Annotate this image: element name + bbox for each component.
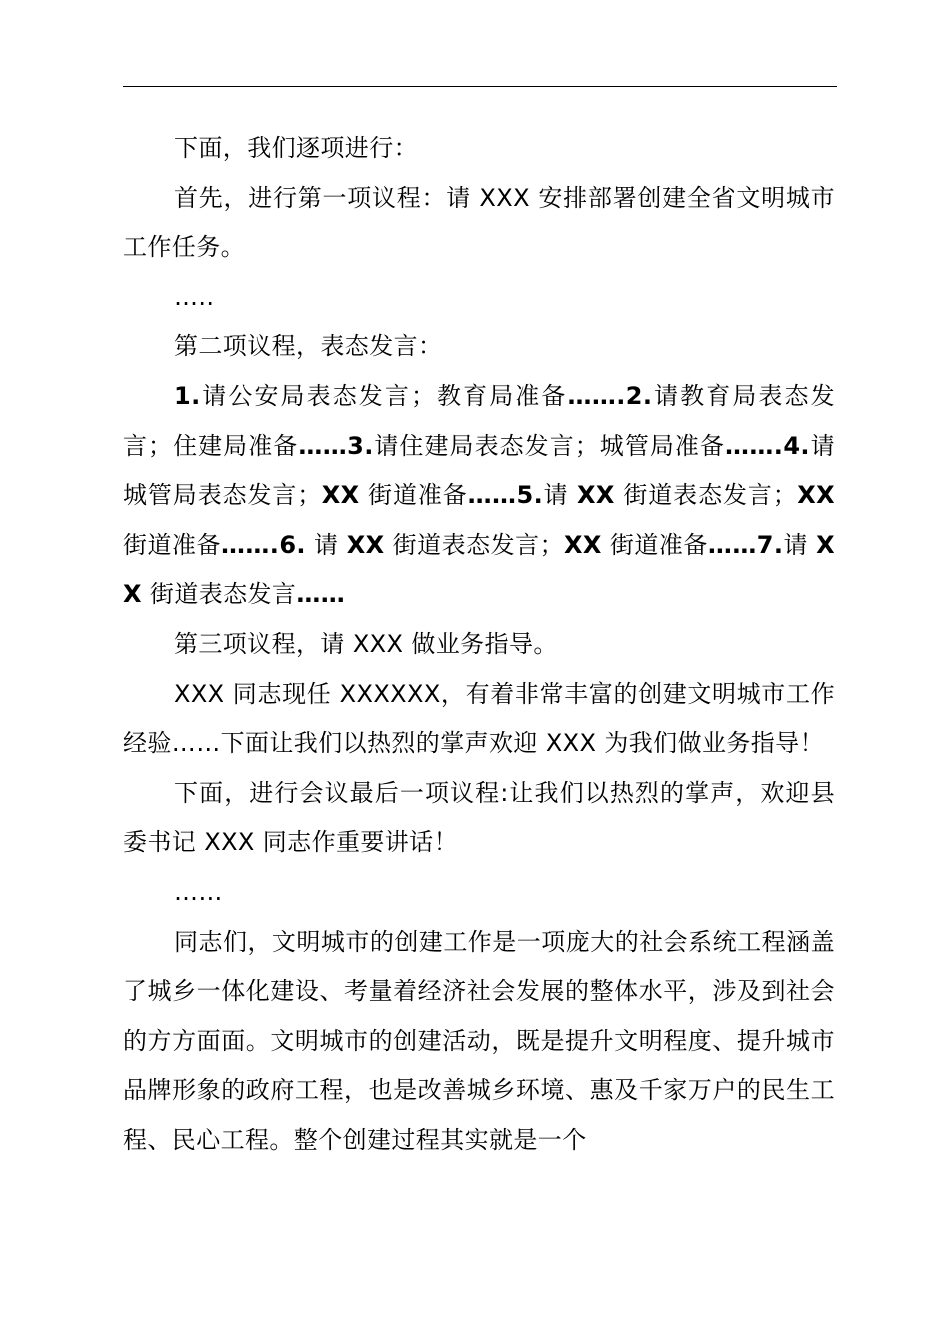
paragraph-guest-intro: XXX 同志现任 XXXXXX，有着非常丰富的创建文明城市工作经验……下面让我们以热烈的掌声欢迎 XXX 为我们做业务指导！ — [123, 679, 835, 758]
list-text: 街道准备 — [123, 530, 221, 559]
list-placeholder: XX — [321, 481, 360, 510]
document-body — [123, 124, 835, 1165]
list-dots: …… — [467, 481, 517, 510]
paragraph-speech: 同志们，文明城市的创建工作是一项庞大的社会系统工程涵盖了城乡一体化建设、考量着经济社会发展的整体水平，涉及到社会的方方面面。文明城市的创建活动，既是提升文明程度、提升城市品牌形象的政府工程，也是改善城乡环境、惠及千家万户的民生工程、民心工程。整个创建过程其实就是一个 — [123, 927, 835, 1154]
list-text: 请住建局表态发言；城管局准备 — [373, 431, 725, 460]
list-placeholder: XX — [577, 481, 615, 510]
list-placeholder: XX — [564, 530, 602, 559]
list-text: 街道表态发言 — [141, 580, 297, 609]
list-number: 1. — [174, 381, 201, 410]
paragraph-agenda-2: 第二项议程，表态发言： — [174, 332, 443, 361]
list-placeholder: XX — [797, 481, 835, 510]
list-text: 请公安局表态发言；教育局准备 — [200, 381, 568, 410]
paragraph-agenda-3: 第三项议程，请 XXX 做业务指导。 — [174, 629, 558, 658]
list-dots: ……. — [220, 530, 280, 559]
list-text: 请 — [543, 481, 578, 510]
list-text: 街道准备 — [359, 481, 468, 510]
list-dots: …… — [707, 530, 757, 559]
paragraph-intro: 下面，我们逐项进行： — [174, 134, 418, 162]
paragraph-final-agenda: 下面，进行会议最后一项议程:让我们以热烈的掌声，欢迎县委书记 XXX 同志作重要讲话！ — [123, 778, 835, 857]
list-number: 4. — [783, 431, 810, 460]
list-placeholder: XX — [346, 530, 385, 559]
list-dots: ……. — [725, 431, 784, 460]
list-placeholder: XX — [123, 530, 835, 609]
list-dots: …… — [298, 431, 348, 460]
list-number: 6. — [279, 530, 306, 559]
list-dots: …… — [296, 580, 346, 609]
list-text: 请 — [783, 530, 817, 559]
list-dots: ……. — [567, 381, 626, 410]
paragraph-agenda-1: 首先，进行第一项议程：请 XXX 安排部署创建全省文明城市工作任务。 — [123, 183, 835, 262]
list-text: 请 — [305, 530, 347, 559]
list-text: 街道表态发言； — [614, 481, 798, 510]
list-number: 3. — [347, 431, 374, 460]
paragraph-ellipsis: ….. — [174, 282, 215, 311]
list-text: 街道表态发言； — [384, 530, 564, 559]
paragraph-speaker-list — [123, 372, 835, 620]
list-number: 5. — [516, 481, 544, 510]
list-text: 请教育局表态发言；住建局准备 — [123, 381, 835, 460]
list-text: 街道准备 — [601, 530, 708, 559]
header-rule — [123, 86, 837, 87]
list-number: 7. — [756, 530, 784, 559]
list-number: 2. — [625, 381, 653, 410]
paragraph-ellipsis-2: …… — [174, 877, 223, 906]
list-text: 请城管局表态发言； — [123, 431, 835, 510]
